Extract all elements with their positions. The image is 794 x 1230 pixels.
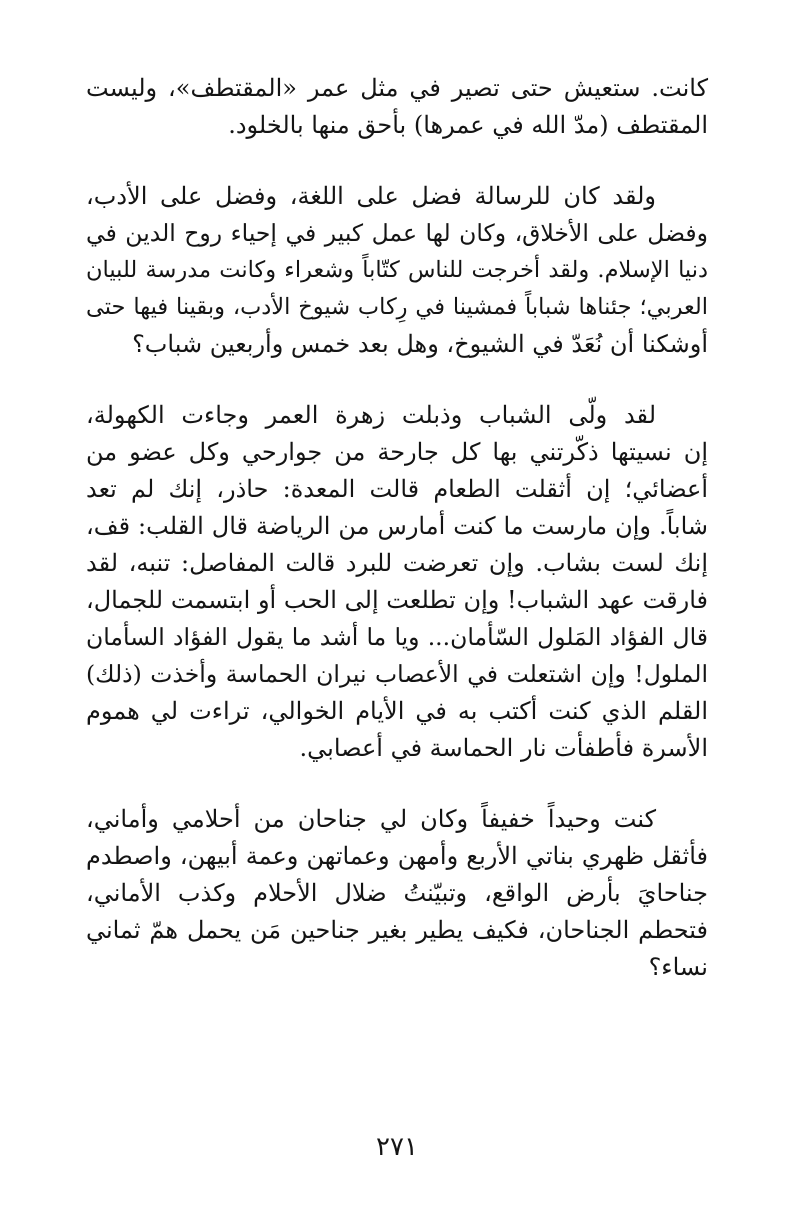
text-line: ولقد كان للرسالة فضل على اللغة، وفضل على الأدب، [86, 182, 656, 210]
text-line: شاباً. وإن مارست ما كنت أمارس من الرياضة قال القلب: قف، [86, 512, 708, 540]
text-line: فارقت عهد الشباب! وإن تطلعت إلى الحب أو ابتسمت للجمال، [86, 586, 708, 614]
text-line: إن نسيتها ذكّرتني بها كل جارحة من جوارحي وكل عضو من [86, 438, 708, 466]
paragraph-3 [86, 397, 708, 767]
text-line: كنت وحيداً خفيفاً وكان لي جناحان من أحلامي وأماني، [86, 805, 656, 833]
text-line: إنك لست بشاب. وإن تعرضت للبرد قالت المفاصل: تنبه، لقد [86, 549, 708, 577]
text-line: أوشكنا أن نُعَدّ في الشيوخ، وهل بعد خمس وأربعين شباب؟ [132, 330, 708, 358]
text-line: لقد ولّى الشباب وذبلت زهرة العمر وجاءت الكهولة، [86, 401, 656, 429]
paragraph-2 [86, 178, 708, 363]
paragraph-1 [86, 70, 708, 144]
paragraph-4 [86, 801, 708, 986]
text-line: فتحطم الجناحان، فكيف يطير بغير جناحين مَن يحمل همّ ثماني [86, 916, 708, 944]
text-line: قال الفؤاد المَلول السّأمان... ويا ما أشد ما يقول الفؤاد السأمان [86, 623, 708, 651]
page-number: ٢٧١ [376, 1132, 418, 1162]
text-line: نساء؟ [648, 953, 708, 981]
text-line: العربي؛ جئناها شباباً فمشينا في رِكاب شيوخ الأدب، وبقينا فيها حتى [86, 294, 708, 320]
text-line: أعضائي؛ إن أثقلت الطعام قالت المعدة: حاذر، إنك لم تعد [86, 475, 708, 503]
text-line: القلم الذي كنت أكتب به في الأيام الخوالي، تراءت لي هموم [86, 697, 708, 725]
text-line: وفضل على الأخلاق، وكان لها عمل كبير في إحياء روح الدين في [86, 219, 708, 247]
body-text [86, 70, 708, 986]
text-line: المقتطف (مدّ الله في عمرها) بأحق منها بالخلود. [228, 111, 708, 139]
text-line: الملول! وإن اشتعلت في الأعصاب نيران الحماسة وأخذت (ذلك) [86, 660, 708, 688]
text-line: جناحايَ بأرض الواقع، وتبيّنتُ ضلال الأحلام وكذب الأماني، [86, 879, 708, 907]
text-line: الأسرة فأطفأت نار الحماسة في أعصابي. [299, 734, 708, 762]
text-line: فأثقل ظهري بناتي الأربع وأمهن وعماتهن وعمة أبيهن، واصطدم [86, 842, 708, 870]
text-line: كانت. ستعيش حتى تصير في مثل عمر «المقتطف»، وليست [86, 74, 708, 102]
text-line: دنيا الإسلام. ولقد أخرجت للناس كتّاباً وشعراء وكانت مدرسة للبيان [86, 257, 708, 283]
